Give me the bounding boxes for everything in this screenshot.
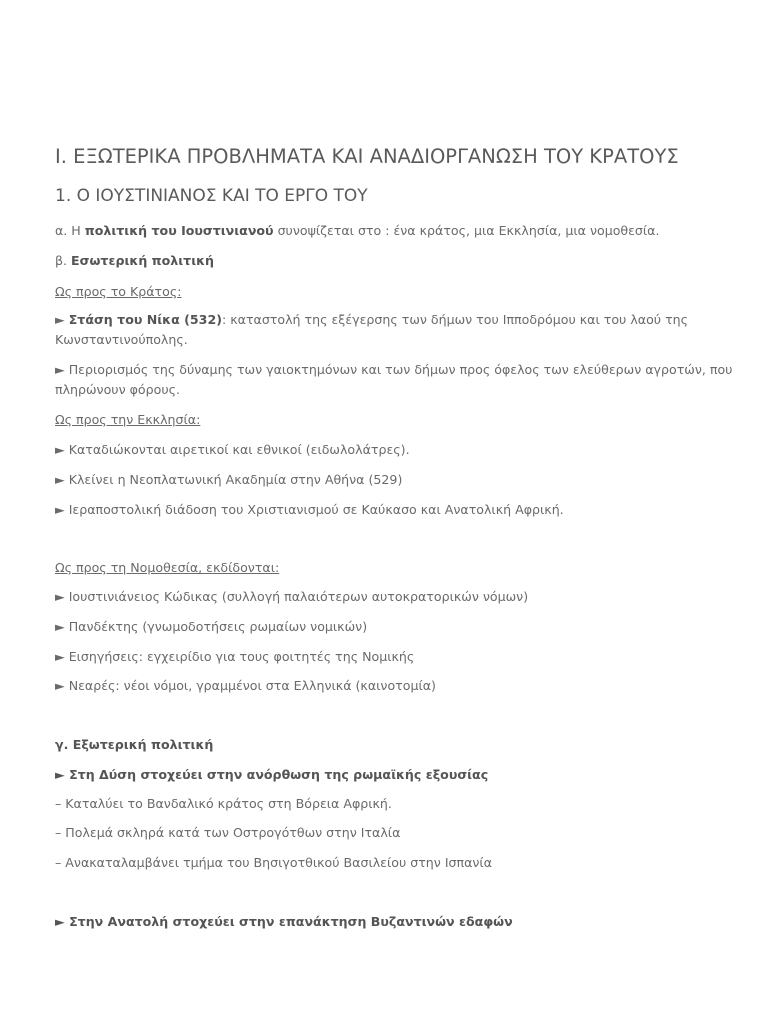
- west-subitem: – Καταλύει το Βανδαλικό κράτος στη Βόρεια Αφρική.: [55, 796, 392, 811]
- beta-bold: Εσωτερική πολιτική: [71, 253, 215, 268]
- paragraph-alpha: [55, 221, 735, 241]
- paragraph-beta: [55, 251, 735, 271]
- state-subheading: Ως προς το Κράτος:: [55, 284, 182, 299]
- law-item: ► Πανδέκτης (γνωμοδοτήσεις ρωμαίων νομικών): [55, 619, 368, 634]
- nika-rest: : καταστολή της εξέγερσης των δήμων του Ιπποδρόμου και του λαού της Κωνσταντινούπολης.: [55, 312, 689, 347]
- west-item: ► Στη Δύση στοχεύει στην ανόρθωση της ρωμαϊκής εξουσίας: [55, 767, 489, 782]
- alpha-rest: συνοψίζεται στο : ένα κράτος, μια Εκκλησία, μια νομοθεσία.: [273, 223, 660, 238]
- law-subheading: Ως προς τη Νομοθεσία, εκδίδονται:: [55, 560, 280, 575]
- law-item: ► Νεαρές: νέοι νόμοι, γραμμένοι στα Ελληνικά (καινοτομία): [55, 678, 436, 693]
- beta-prefix: β.: [55, 253, 72, 268]
- church-item: ► Κλείνει η Νεοπλατωνική Ακαδημία στην Αθήνα (529): [55, 472, 403, 487]
- chapter-heading: I. ΕΞΩΤΕΡΙΚΑ ΠΡΟΒΛΗΜΑΤΑ ΚΑΙ ΑΝΑΔΙΟΡΓΑΝΩΣΗ ΤΟΥ ΚΡΑΤΟΥΣ: [55, 145, 679, 168]
- limit-item: ► Περιορισμός της δύναμης των γαιοκτημόνων και των δήμων προς όφελος των ελεύθερων αγροτών, που πληρώνουν φόρους.: [55, 362, 733, 397]
- alpha-bold: πολιτική του Ιουστινιανού: [84, 223, 274, 238]
- west-subitem: – Πολεμά σκληρά κατά των Οστρογότθων στην Ιταλία: [55, 825, 401, 840]
- west-subitem: – Ανακαταλαμβάνει τμήμα του Βησιγοτθικού Βασιλείου στην Ισπανία: [55, 855, 492, 870]
- nika-item: [55, 310, 735, 350]
- east-item: ► Στην Ανατολή στοχεύει στην επανάκτηση Βυζαντινών εδαφών: [55, 914, 513, 929]
- gamma-heading: γ. Εξωτερική πολιτική: [55, 737, 214, 752]
- church-subheading: Ως προς την Εκκλησία:: [55, 412, 201, 427]
- nika-bold: Στάση του Νίκα (532): [68, 312, 222, 327]
- law-item: ► Εισηγήσεις: εγχειρίδιο για τους φοιτητές της Νομικής: [55, 649, 415, 664]
- church-item: ► Καταδιώκονται αιρετικοί και εθνικοί (ειδωλολάτρες).: [55, 442, 410, 457]
- bullet-icon: ►: [55, 312, 69, 327]
- church-item: ► Ιεραποστολική διάδοση του Χριστιανισμού σε Καύκασο και Ανατολική Αφρική.: [55, 502, 564, 517]
- section-heading: 1. Ο ΙΟΥΣΤΙΝΙΑΝΟΣ ΚΑΙ ΤΟ ΕΡΓΟ ΤΟΥ: [55, 186, 368, 206]
- law-item: ► Ιουστινιάνειος Κώδικας (συλλογή παλαιότερων αυτοκρατορικών νόμων): [55, 589, 529, 604]
- alpha-prefix: α. Η: [55, 223, 85, 238]
